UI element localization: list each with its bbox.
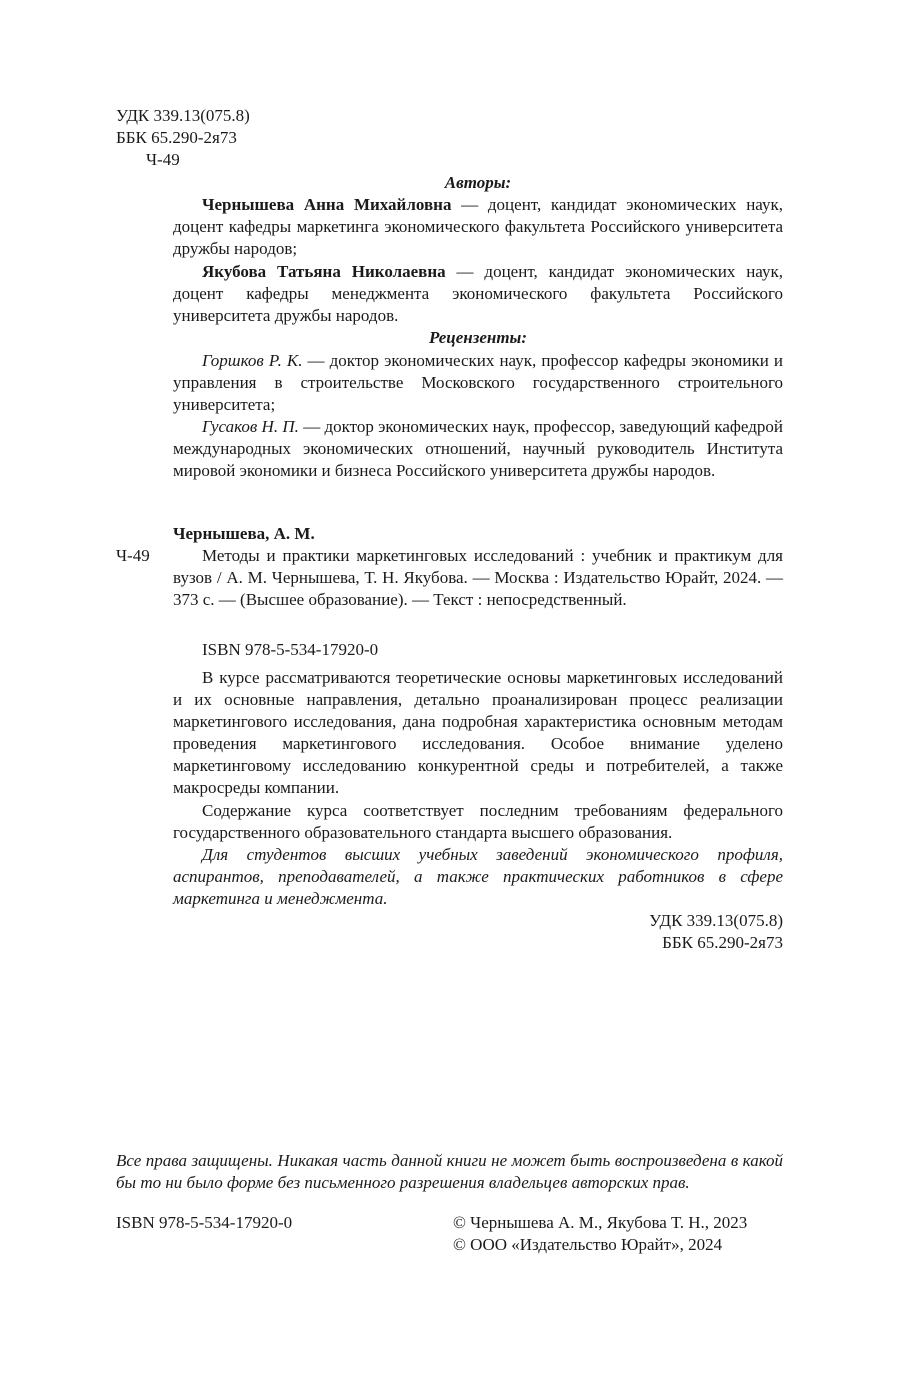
copyright-publisher: © ООО «Издательство Юрайт», 2024 xyxy=(453,1235,723,1254)
reviewer-entry-1: Горшков Р. К. — доктор экономических наук, профессор кафедры экономики и управления в строительстве Московского государственного строительного университета; xyxy=(173,351,784,414)
rights-notice: Все права защищены. Никакая часть данной книги не может быть воспроизведена в какой бы то ни было форме без письменного разрешения владельцев авторских прав. xyxy=(116,1151,783,1192)
author-entry-1: Чернышева Анна Михайловна — доцент, кандидат экономических наук, доцент кафедры маркетинга экономического факультета Российского университета дружбы народов; xyxy=(173,195,783,258)
reviewer-entry-2: Гусаков Н. П. — доктор экономических наук, профессор, заведующий кафедрой международных экономических отношений, научный руководитель Института мировой экономики и бизнеса Российского университета дружбы народов. xyxy=(173,417,783,480)
author-mark: Ч-49 xyxy=(146,150,180,169)
catalog-mark: Ч-49 xyxy=(116,546,150,565)
authors-heading: Авторы: xyxy=(444,173,512,192)
copyright-authors: © Чернышева А. М., Якубова Т. Н., 2023 xyxy=(453,1213,748,1232)
classification-udk: УДК 339.13(075.8) xyxy=(649,911,783,930)
catalog-author: Чернышева, А. М. xyxy=(173,524,315,543)
classification-bbk: ББК 65.290-2я73 xyxy=(662,933,783,952)
annotation-paragraph-1: В курсе рассматриваются теоретические основы маркетинговых исследований и их основные направления, детально проанализирован процесс реализации маркетингового исследования, дана подробная характеристика основным методам проведения маркетингового исследования. Особое внимание уделено маркетинговому исследованию конкурентной среды и потребителей, а также макросреды компании. xyxy=(173,668,783,797)
annotation-paragraph-2: Содержание курса соответствует последним требованиям федерального государственного образовательного стандарта высшего образования. xyxy=(173,801,783,842)
catalog-isbn: ISBN 978-5-534-17920-0 xyxy=(202,640,379,659)
reviewers-heading: Рецензенты: xyxy=(428,328,528,347)
catalog-description: Методы и практики маркетинговых исследований : учебник и практикум для вузов / А. М. Чернышева, Т. Н. Якубова. — Москва : Издательство Юрайт, 2024. — 373 с. — (Высшее образование). — Текст : непосредственный. xyxy=(173,546,783,609)
annotation-paragraph-3: Для студентов высших учебных заведений экономического профиля, аспирантов, преподавателей, а также практических работников в сфере маркетинга и менеджмента. xyxy=(173,845,783,908)
bbk-code: ББК 65.290-2я73 xyxy=(116,128,237,147)
author-entry-2: Якубова Татьяна Николаевна — доцент, кандидат экономических наук, доцент кафедры менеджмента экономического факультета Российского университета дружбы народов. xyxy=(173,262,783,325)
udk-code: УДК 339.13(075.8) xyxy=(116,106,250,125)
footer-isbn: ISBN 978-5-534-17920-0 xyxy=(116,1213,293,1232)
